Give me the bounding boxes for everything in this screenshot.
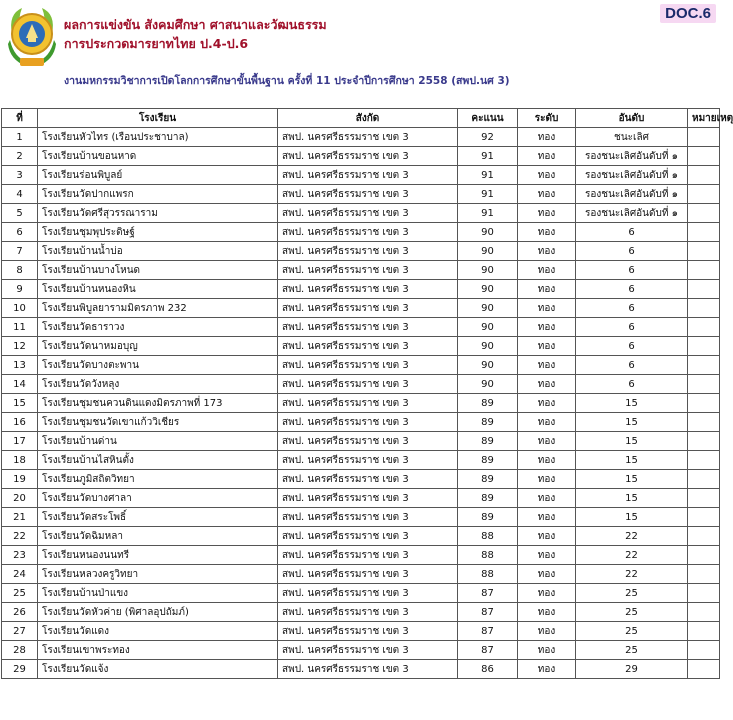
title-line-1: ผลการแข่งขัน สังคมศึกษา ศาสนาและวัฒนธรรม <box>64 17 327 32</box>
cell-rank: 6 <box>576 261 688 280</box>
table-row <box>2 375 720 394</box>
table-row <box>2 147 720 166</box>
cell-note <box>688 622 720 641</box>
cell-rank: 25 <box>576 603 688 622</box>
cell-rank: 15 <box>576 489 688 508</box>
cell-score: 91 <box>458 147 518 166</box>
cell-no: 19 <box>2 470 38 489</box>
cell-score: 88 <box>458 565 518 584</box>
cell-affiliation: สพป. นครศรีธรรมราช เขต 3 <box>278 546 458 565</box>
cell-no: 16 <box>2 413 38 432</box>
cell-rank: รองชนะเลิศอันดับที่ ๑ <box>576 185 688 204</box>
cell-rank: 22 <box>576 527 688 546</box>
cell-no: 28 <box>2 641 38 660</box>
cell-affiliation: สพป. นครศรีธรรมราช เขต 3 <box>278 508 458 527</box>
cell-affiliation: สพป. นครศรีธรรมราช เขต 3 <box>278 622 458 641</box>
cell-rank: 15 <box>576 470 688 489</box>
cell-school: โรงเรียนหนองนนทรี <box>38 546 278 565</box>
cell-no: 29 <box>2 660 38 679</box>
col-header-affiliation: สังกัด <box>278 109 458 128</box>
cell-score: 90 <box>458 223 518 242</box>
cell-no: 25 <box>2 584 38 603</box>
event-subtitle: งานมหกรรมวิชาการเปิดโลกการศึกษาขั้นพื้นฐาน ครั้งที่ 11 ประจำปีการศึกษา 2558 (สพป.นศ 3) <box>64 75 510 87</box>
cell-level: ทอง <box>518 603 576 622</box>
cell-school: โรงเรียนวัดศรีสุวรรณาราม <box>38 204 278 223</box>
cell-score: 90 <box>458 299 518 318</box>
cell-note <box>688 375 720 394</box>
cell-score: 91 <box>458 166 518 185</box>
cell-no: 5 <box>2 204 38 223</box>
cell-level: ทอง <box>518 375 576 394</box>
table-row <box>2 660 720 679</box>
cell-school: โรงเรียนวัดแจ้ง <box>38 660 278 679</box>
cell-score: 90 <box>458 375 518 394</box>
cell-score: 89 <box>458 489 518 508</box>
cell-score: 89 <box>458 413 518 432</box>
cell-score: 89 <box>458 394 518 413</box>
cell-school: โรงเรียนหัวไทร (เรือนประชาบาล) <box>38 128 278 147</box>
cell-score: 90 <box>458 280 518 299</box>
cell-score: 86 <box>458 660 518 679</box>
cell-rank: ชนะเลิศ <box>576 128 688 147</box>
table-row <box>2 451 720 470</box>
cell-school: โรงเรียนวัดสระโพธิ์ <box>38 508 278 527</box>
cell-school: โรงเรียนร่อนพิบูลย์ <box>38 166 278 185</box>
cell-school: โรงเรียนบ้านน้ำบ่อ <box>38 242 278 261</box>
cell-level: ทอง <box>518 318 576 337</box>
cell-school: โรงเรียนบ้านหนองหิน <box>38 280 278 299</box>
cell-score: 90 <box>458 261 518 280</box>
table-row <box>2 622 720 641</box>
table-row <box>2 508 720 527</box>
cell-rank: 6 <box>576 356 688 375</box>
cell-level: ทอง <box>518 337 576 356</box>
cell-no: 14 <box>2 375 38 394</box>
cell-no: 22 <box>2 527 38 546</box>
cell-school: โรงเรียนชุมชนควนดินแดงมิตรภาพที่ 173 <box>38 394 278 413</box>
cell-affiliation: สพป. นครศรีธรรมราช เขต 3 <box>278 223 458 242</box>
cell-rank: 15 <box>576 508 688 527</box>
cell-score: 90 <box>458 337 518 356</box>
title-line-2: การประกวดมารยาทไทย ป.4-ป.6 <box>64 36 249 51</box>
cell-note <box>688 356 720 375</box>
table-row <box>2 223 720 242</box>
table-row <box>2 603 720 622</box>
cell-level: ทอง <box>518 242 576 261</box>
cell-level: ทอง <box>518 432 576 451</box>
table-row <box>2 489 720 508</box>
cell-rank: 6 <box>576 223 688 242</box>
cell-no: 17 <box>2 432 38 451</box>
cell-rank: 29 <box>576 660 688 679</box>
cell-school: โรงเรียนพิบูลยารามมิตรภาพ 232 <box>38 299 278 318</box>
cell-level: ทอง <box>518 204 576 223</box>
cell-no: 20 <box>2 489 38 508</box>
table-row <box>2 546 720 565</box>
cell-score: 90 <box>458 356 518 375</box>
cell-level: ทอง <box>518 128 576 147</box>
col-header-score: คะแนน <box>458 109 518 128</box>
cell-no: 4 <box>2 185 38 204</box>
cell-score: 89 <box>458 432 518 451</box>
cell-level: ทอง <box>518 280 576 299</box>
cell-affiliation: สพป. นครศรีธรรมราช เขต 3 <box>278 318 458 337</box>
cell-rank: 15 <box>576 413 688 432</box>
cell-affiliation: สพป. นครศรีธรรมราช เขต 3 <box>278 641 458 660</box>
table-row <box>2 299 720 318</box>
cell-affiliation: สพป. นครศรีธรรมราช เขต 3 <box>278 584 458 603</box>
document-title <box>64 15 327 53</box>
cell-no: 18 <box>2 451 38 470</box>
cell-level: ทอง <box>518 451 576 470</box>
cell-score: 92 <box>458 128 518 147</box>
cell-school: โรงเรียนวัดปากแพรก <box>38 185 278 204</box>
cell-note <box>688 242 720 261</box>
cell-affiliation: สพป. นครศรีธรรมราช เขต 3 <box>278 299 458 318</box>
cell-school: โรงเรียนวัดนาหมอบุญ <box>38 337 278 356</box>
table-row <box>2 185 720 204</box>
cell-level: ทอง <box>518 470 576 489</box>
cell-note <box>688 641 720 660</box>
table-row <box>2 432 720 451</box>
cell-rank: รองชนะเลิศอันดับที่ ๑ <box>576 147 688 166</box>
cell-affiliation: สพป. นครศรีธรรมราช เขต 3 <box>278 147 458 166</box>
col-header-no: ที่ <box>2 109 38 128</box>
table-row <box>2 166 720 185</box>
cell-affiliation: สพป. นครศรีธรรมราช เขต 3 <box>278 565 458 584</box>
cell-school: โรงเรียนเขาพระทอง <box>38 641 278 660</box>
cell-no: 11 <box>2 318 38 337</box>
cell-no: 2 <box>2 147 38 166</box>
cell-level: ทอง <box>518 166 576 185</box>
cell-affiliation: สพป. นครศรีธรรมราช เขต 3 <box>278 204 458 223</box>
cell-rank: 15 <box>576 432 688 451</box>
cell-rank: 6 <box>576 318 688 337</box>
cell-rank: 25 <box>576 584 688 603</box>
cell-score: 89 <box>458 508 518 527</box>
cell-score: 87 <box>458 622 518 641</box>
cell-school: โรงเรียนวัดหัวค่าย (พิศาลอุปถัมภ์) <box>38 603 278 622</box>
table-row <box>2 584 720 603</box>
cell-rank: 6 <box>576 242 688 261</box>
col-header-school: โรงเรียน <box>38 109 278 128</box>
cell-no: 13 <box>2 356 38 375</box>
cell-score: 87 <box>458 641 518 660</box>
cell-note <box>688 299 720 318</box>
cell-no: 10 <box>2 299 38 318</box>
cell-rank: 25 <box>576 622 688 641</box>
cell-level: ทอง <box>518 641 576 660</box>
cell-rank: 22 <box>576 546 688 565</box>
cell-school: โรงเรียนบ้านบางโหนด <box>38 261 278 280</box>
cell-affiliation: สพป. นครศรีธรรมราช เขต 3 <box>278 337 458 356</box>
cell-affiliation: สพป. นครศรีธรรมราช เขต 3 <box>278 413 458 432</box>
cell-rank: รองชนะเลิศอันดับที่ ๑ <box>576 204 688 223</box>
cell-no: 23 <box>2 546 38 565</box>
cell-score: 90 <box>458 318 518 337</box>
table-row <box>2 318 720 337</box>
doc-label-badge: DOC.6 <box>660 4 716 23</box>
cell-level: ทอง <box>518 584 576 603</box>
cell-level: ทอง <box>518 261 576 280</box>
cell-level: ทอง <box>518 546 576 565</box>
cell-note <box>688 565 720 584</box>
cell-score: 90 <box>458 242 518 261</box>
col-header-rank: อันดับ <box>576 109 688 128</box>
cell-rank: 15 <box>576 394 688 413</box>
cell-school: โรงเรียนหลวงครูวิทยา <box>38 565 278 584</box>
cell-no: 9 <box>2 280 38 299</box>
cell-no: 21 <box>2 508 38 527</box>
cell-affiliation: สพป. นครศรีธรรมราช เขต 3 <box>278 432 458 451</box>
cell-affiliation: สพป. นครศรีธรรมราช เขต 3 <box>278 603 458 622</box>
cell-affiliation: สพป. นครศรีธรรมราช เขต 3 <box>278 242 458 261</box>
cell-school: โรงเรียนวัดธาราวง <box>38 318 278 337</box>
cell-note <box>688 280 720 299</box>
results-table <box>1 108 733 679</box>
cell-school: โรงเรียนบ้านไสหินตั้ง <box>38 451 278 470</box>
table-row <box>2 565 720 584</box>
cell-level: ทอง <box>518 185 576 204</box>
cell-school: โรงเรียนวัดแดง <box>38 622 278 641</box>
cell-level: ทอง <box>518 508 576 527</box>
table-row <box>2 356 720 375</box>
cell-no: 15 <box>2 394 38 413</box>
col-header-level: ระดับ <box>518 109 576 128</box>
cell-rank: รองชนะเลิศอันดับที่ ๑ <box>576 166 688 185</box>
cell-level: ทอง <box>518 622 576 641</box>
cell-note <box>688 451 720 470</box>
cell-affiliation: สพป. นครศรีธรรมราช เขต 3 <box>278 470 458 489</box>
cell-score: 91 <box>458 185 518 204</box>
cell-no: 27 <box>2 622 38 641</box>
cell-level: ทอง <box>518 356 576 375</box>
cell-level: ทอง <box>518 660 576 679</box>
obec-emblem-icon <box>6 4 58 70</box>
cell-affiliation: สพป. นครศรีธรรมราช เขต 3 <box>278 375 458 394</box>
cell-note <box>688 128 720 147</box>
cell-note <box>688 660 720 679</box>
cell-note <box>688 337 720 356</box>
cell-rank: 25 <box>576 641 688 660</box>
cell-note <box>688 223 720 242</box>
cell-rank: 6 <box>576 299 688 318</box>
cell-affiliation: สพป. นครศรีธรรมราช เขต 3 <box>278 489 458 508</box>
table-row <box>2 280 720 299</box>
table-row <box>2 204 720 223</box>
table-row <box>2 470 720 489</box>
cell-score: 89 <box>458 470 518 489</box>
cell-level: ทอง <box>518 413 576 432</box>
table-row <box>2 527 720 546</box>
cell-note <box>688 413 720 432</box>
cell-rank: 22 <box>576 565 688 584</box>
cell-note <box>688 204 720 223</box>
cell-level: ทอง <box>518 489 576 508</box>
cell-note <box>688 584 720 603</box>
cell-no: 1 <box>2 128 38 147</box>
cell-school: โรงเรียนวัดบางศาลา <box>38 489 278 508</box>
col-header-note: หมายเหตุ <box>688 109 720 128</box>
cell-level: ทอง <box>518 394 576 413</box>
cell-school: โรงเรียนบ้านด่าน <box>38 432 278 451</box>
cell-note <box>688 261 720 280</box>
cell-note <box>688 546 720 565</box>
cell-no: 26 <box>2 603 38 622</box>
cell-score: 88 <box>458 546 518 565</box>
cell-school: โรงเรียนบ้านป่าแขง <box>38 584 278 603</box>
cell-school: โรงเรียนวัดฉิมหลา <box>38 527 278 546</box>
cell-school: โรงเรียนชุมชนวัดเขาแก้ววิเชียร <box>38 413 278 432</box>
cell-rank: 15 <box>576 451 688 470</box>
cell-school: โรงเรียนชุมพุประดิษฐ์ <box>38 223 278 242</box>
cell-affiliation: สพป. นครศรีธรรมราช เขต 3 <box>278 185 458 204</box>
table-row <box>2 641 720 660</box>
cell-affiliation: สพป. นครศรีธรรมราช เขต 3 <box>278 394 458 413</box>
cell-affiliation: สพป. นครศรีธรรมราช เขต 3 <box>278 280 458 299</box>
cell-score: 91 <box>458 204 518 223</box>
cell-affiliation: สพป. นครศรีธรรมราช เขต 3 <box>278 660 458 679</box>
cell-no: 7 <box>2 242 38 261</box>
cell-school: โรงเรียนภูมิสถิตวิทยา <box>38 470 278 489</box>
cell-note <box>688 147 720 166</box>
table-row <box>2 413 720 432</box>
cell-no: 24 <box>2 565 38 584</box>
cell-affiliation: สพป. นครศรีธรรมราช เขต 3 <box>278 128 458 147</box>
cell-note <box>688 318 720 337</box>
cell-school: โรงเรียนวัดบางตะพาน <box>38 356 278 375</box>
cell-note <box>688 185 720 204</box>
cell-school: โรงเรียนบ้านขอนหาด <box>38 147 278 166</box>
cell-level: ทอง <box>518 565 576 584</box>
cell-note <box>688 432 720 451</box>
cell-score: 88 <box>458 527 518 546</box>
cell-note <box>688 603 720 622</box>
cell-score: 87 <box>458 584 518 603</box>
cell-note <box>688 527 720 546</box>
cell-rank: 6 <box>576 280 688 299</box>
results-table-body <box>2 128 720 679</box>
cell-level: ทอง <box>518 299 576 318</box>
cell-affiliation: สพป. นครศรีธรรมราช เขต 3 <box>278 166 458 185</box>
cell-note <box>688 470 720 489</box>
cell-affiliation: สพป. นครศรีธรรมราช เขต 3 <box>278 527 458 546</box>
cell-note <box>688 394 720 413</box>
cell-note <box>688 166 720 185</box>
cell-level: ทอง <box>518 527 576 546</box>
cell-note <box>688 489 720 508</box>
table-row <box>2 337 720 356</box>
cell-score: 87 <box>458 603 518 622</box>
cell-affiliation: สพป. นครศรีธรรมราช เขต 3 <box>278 356 458 375</box>
cell-no: 3 <box>2 166 38 185</box>
table-row <box>2 261 720 280</box>
table-row <box>2 128 720 147</box>
table-row <box>2 394 720 413</box>
cell-rank: 6 <box>576 337 688 356</box>
cell-affiliation: สพป. นครศรีธรรมราช เขต 3 <box>278 451 458 470</box>
cell-school: โรงเรียนวัดวังหลุง <box>38 375 278 394</box>
cell-level: ทอง <box>518 223 576 242</box>
cell-no: 8 <box>2 261 38 280</box>
cell-note <box>688 508 720 527</box>
cell-affiliation: สพป. นครศรีธรรมราช เขต 3 <box>278 261 458 280</box>
table-row <box>2 242 720 261</box>
cell-score: 89 <box>458 451 518 470</box>
cell-rank: 6 <box>576 375 688 394</box>
cell-level: ทอง <box>518 147 576 166</box>
cell-no: 12 <box>2 337 38 356</box>
table-header-row <box>2 109 720 128</box>
cell-no: 6 <box>2 223 38 242</box>
